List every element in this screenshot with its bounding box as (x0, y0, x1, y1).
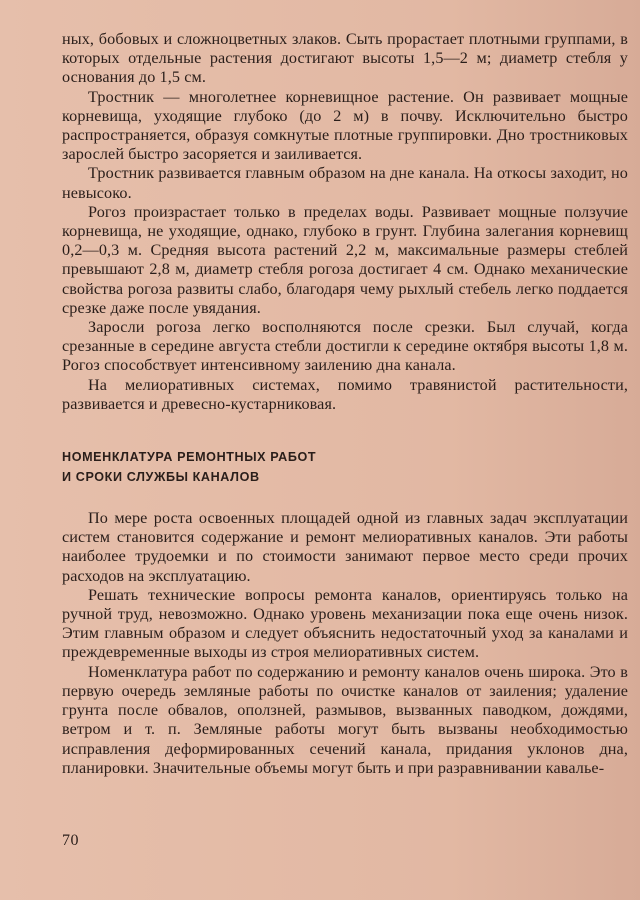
paragraph-maintenance-tasks: По мере роста освоенных площадей одной из главных задач эксплуатации систем становится содержание и ремонт мелиоративных каналов. Эти работы наиболее трудоемки и по стоимости занимают первое место среди прочих расходов на эксплуатацию. (62, 509, 628, 585)
paragraph-cattail-description: Рогоз произрастает только в пределах воды. Развивает мощные ползучие корневища, не уходящие, однако, глубоко в грунт. Глубина залегания корневищ 0,2—0,3 м. Средняя высота растений 2,2 м, максимальные размеры стеблей превышают 2,8 м, диаметр стебля рогоза достигает 4 см. Однако механические свойства рогоза развиты слабо, благодаря чему рыхлый стебель легко поддается срезке даже после увядания. (62, 202, 628, 317)
paragraph-mechanization: Решать технические вопросы ремонта каналов, ориентируясь только на ручной труд, невозможно. Однако уровень механизации пока еще очень низок. Этим главным образом и следует объяснить недостаточный уход за каналами и преждевременные выходы из строя мелиоративных систем. (62, 585, 628, 662)
paragraph-cattail-regrowth: Заросли рогоза легко восполняются после срезки. Был случай, когда срезанные в середине августа стебли достигли к середине октября высоты 1,8 м. Рогоз способствует интенсивному заилению дна канала. (62, 318, 628, 375)
section-spacer (62, 414, 628, 447)
section-heading-line-2: И СРОКИ СЛУЖБЫ КАНАЛОВ (62, 470, 260, 485)
section-text-block (62, 509, 628, 778)
paragraph-woody-vegetation: На мелиоративных системах, помимо травянистой растительности, развивается и древесно-кустарниковая. (62, 375, 628, 413)
intro-text-block (62, 30, 628, 414)
paragraph-reed-growth: Тростник развивается главным образом на дне канала. На откосы заходит, но невысоко. (62, 164, 628, 202)
page-number: 70 (62, 832, 79, 849)
section-heading-line-1: НОМЕНКЛАТУРА РЕМОНТНЫХ РАБОТ (62, 450, 317, 465)
paragraph-continuation: ных, бобовых и сложноцветных злаков. Сыть прорастает плотными группами, в которых отдельные растения достигают высоты 1,5—2 м; диаметр стебля у основания до 1,5 см. (62, 30, 628, 87)
section-heading (62, 447, 628, 487)
paragraph-work-nomenclature: Номенклатура работ по содержанию и ремонту каналов очень широка. Это в первую очередь земляные работы по очистке каналов от заиления; удаление грунта после обвалов, оползней, размывов, вызванных паводком, дождями, ветром и т. п. Земляные работы могут быть вызваны необходимостью исправления деформированных сечений канала, придания уклонов дна, планировки. Значительные объемы могут быть и при разравнивании кавалье- (62, 662, 628, 777)
paragraph-reed-description: Тростник — многолетнее корневищное растение. Он развивает мощные корневища, уходящие глубоко (до 2 м) в почву. Исключительно быстро распространяется, образуя сомкнутые плотные группировки. Дно тростниковых зарослей быстро засоряется и заиливается. (62, 87, 628, 164)
